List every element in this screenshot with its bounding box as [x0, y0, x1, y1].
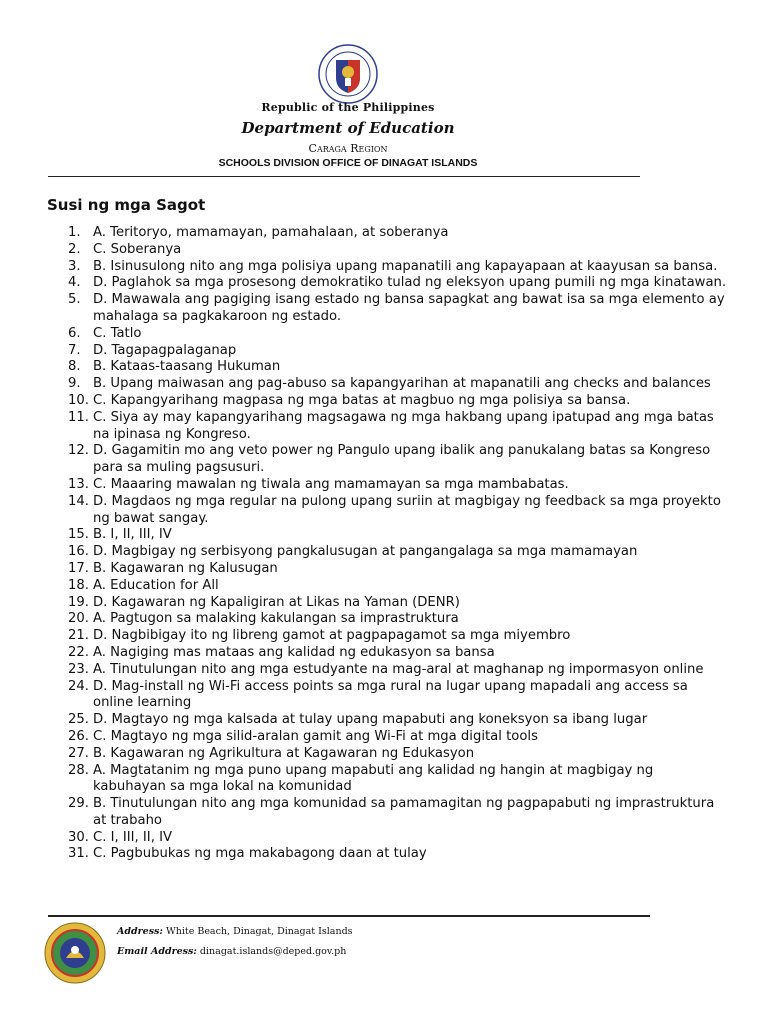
list-item: [48, 259, 728, 276]
item-number: 29.: [68, 796, 89, 812]
item-number: 24.: [68, 678, 89, 694]
footer-address: [117, 926, 353, 937]
list-item: [48, 846, 728, 863]
item-text: B. I, II, III, IV: [93, 527, 172, 543]
division-seal-icon: [44, 922, 106, 984]
item-text: A. Nagiging mas mataas ang kalidad ng edukasyon sa bansa: [93, 644, 495, 660]
item-text: C. Magtayo ng mga silid-aralan gamit ang Wi-Fi at mga digital tools: [93, 728, 538, 744]
department-name: Department of Education: [241, 119, 455, 137]
item-number: 30.: [68, 829, 89, 845]
item-number: 15.: [68, 527, 89, 543]
item-text: C. Maaaring mawalan ng tiwala ang mamamayan sa mga mambabatas.: [93, 476, 569, 492]
email-label: Email Address:: [117, 946, 197, 957]
item-number: 11.: [68, 409, 89, 425]
item-number: 13.: [68, 476, 89, 492]
item-number: 12.: [68, 443, 89, 459]
item-number: 22.: [68, 644, 89, 660]
item-text: B. Kataas-taasang Hukuman: [93, 359, 281, 375]
item-text: A. Education for All: [93, 577, 219, 593]
item-text: A. Teritoryo, mamamayan, pamahalaan, at soberanya: [93, 225, 449, 240]
item-text: C. Tatlo: [93, 325, 142, 341]
list-item: [48, 477, 728, 494]
list-item: [48, 611, 728, 628]
list-item: [48, 561, 728, 578]
item-number: 6.: [68, 325, 81, 341]
item-number: 1.: [68, 225, 81, 240]
list-item: [48, 326, 728, 343]
list-item: [48, 359, 728, 376]
item-number: 2.: [68, 241, 81, 257]
list-item: [48, 527, 728, 544]
item-text: B. Isinusulong nito ang mga polisiya upang mapanatili ang kapayapaan at kaayusan sa bansa.: [93, 258, 718, 274]
item-text: B. Tinutulungan nito ang mga komunidad sa pamamagitan ng pagpapabuti ng imprastruktura at trabaho: [93, 796, 715, 828]
list-item: [48, 830, 728, 847]
item-text: D. Kagawaran ng Kapaligiran at Likas na Yaman (DENR): [93, 594, 460, 610]
item-number: 19.: [68, 594, 89, 610]
item-number: 27.: [68, 745, 89, 761]
list-item: [48, 662, 728, 679]
item-number: 9.: [68, 376, 81, 392]
list-item: [48, 275, 728, 292]
item-text: D. Paglahok sa mga prosesong demokratiko tulad ng eleksyon upang pumili ng mga kinatawan.: [93, 275, 727, 291]
list-item: [48, 443, 728, 477]
answer-key-list: [48, 225, 728, 863]
footer-divider: [48, 915, 650, 917]
item-number: 5.: [68, 292, 81, 308]
email-value: dinagat.islands@deped.gov.ph: [199, 946, 347, 957]
list-item: [48, 595, 728, 612]
item-text: D. Magdaos ng mga regular na pulong upang suriin at magbigay ng feedback sa mga proyekto ng bawat sangay.: [93, 493, 721, 526]
list-item: [48, 746, 728, 763]
item-number: 17.: [68, 560, 89, 576]
item-number: 8.: [68, 359, 81, 375]
address-value: White Beach, Dinagat, Dinagat Islands: [165, 926, 353, 937]
item-text: D. Tagapagpalaganap: [93, 342, 237, 358]
item-text: C. Kapangyarihang magpasa ng mga batas at magbuo ng mga polisiya sa bansa.: [93, 392, 631, 408]
item-number: 4.: [68, 275, 81, 291]
list-item: [48, 645, 728, 662]
list-item: [48, 410, 728, 444]
item-text: A. Magtatanim ng mga puno upang mapabuti ang kalidad ng hangin at magbigay ng kabuhayan sa mga lokal na komunidad: [93, 762, 654, 795]
list-item: [48, 225, 728, 242]
footer-email: [117, 946, 346, 957]
item-number: 7.: [68, 342, 81, 358]
list-item: [48, 628, 728, 645]
item-number: 20.: [68, 611, 89, 627]
list-item: [48, 578, 728, 595]
item-text: A. Tinutulungan nito ang mga estudyante na mag-aral at maghanap ng impormasyon online: [93, 661, 704, 677]
item-number: 25.: [68, 712, 89, 728]
item-text: C. I, III, II, IV: [93, 829, 172, 845]
item-text: D. Gagamitin mo ang veto power ng Pangulo upang ibalik ang panukalang batas sa Kongreso para sa muling pagsusuri.: [93, 443, 711, 476]
region-name: Caraga Region: [308, 142, 388, 155]
item-number: 26.: [68, 728, 89, 744]
item-text: A. Pagtugon sa malaking kakulangan sa imprastruktura: [93, 611, 459, 627]
item-number: 10.: [68, 392, 89, 408]
address-label: Address:: [117, 926, 163, 937]
item-number: 23.: [68, 661, 89, 677]
item-text: C. Soberanya: [93, 241, 182, 257]
list-item: [48, 763, 728, 797]
list-item: [48, 796, 728, 830]
item-text: D. Magtayo ng mga kalsada at tulay upang mapabuti ang koneksyon sa ibang lugar: [93, 712, 648, 728]
list-item: [48, 242, 728, 259]
item-text: B. Kagawaran ng Kalusugan: [93, 560, 278, 576]
deped-seal-icon: [318, 44, 378, 104]
list-item: [48, 343, 728, 360]
list-item: [48, 292, 728, 326]
item-text: C. Siya ay may kapangyarihang magsagawa ng mga hakbang upang ipatupad ang mga batas na ipinasa ng Kongreso.: [93, 409, 714, 442]
item-number: 28.: [68, 762, 89, 778]
item-text: D. Mawawala ang pagiging isang estado ng bansa sapagkat ang bawat isa sa mga elemento ay mahalaga sa pagkakaroon ng estado.: [93, 292, 725, 324]
item-number: 16.: [68, 544, 89, 560]
section-title: Susi ng mga Sagot: [47, 196, 206, 214]
item-number: 3.: [68, 258, 81, 274]
list-item: [48, 729, 728, 746]
list-item: [48, 544, 728, 561]
item-text: B. Upang maiwasan ang pag-abuso sa kapangyarihan at mapanatili ang checks and balances: [93, 376, 711, 392]
list-item: [48, 376, 728, 393]
item-text: C. Pagbubukas ng mga makabagong daan at tulay: [93, 846, 427, 862]
item-text: B. Kagawaran ng Agrikultura at Kagawaran ng Edukasyon: [93, 745, 475, 761]
item-number: 21.: [68, 628, 89, 644]
republic-line: Republic of the Philippines: [261, 101, 435, 114]
item-number: 14.: [68, 493, 89, 509]
list-item: [48, 712, 728, 729]
item-text: D. Nagbibigay ito ng libreng gamot at pagpapagamot sa mga miyembro: [93, 628, 571, 644]
item-text: D. Magbigay ng serbisyong pangkalusugan at pangangalaga sa mga mamamayan: [93, 544, 638, 560]
list-item: [48, 393, 728, 410]
item-text: D. Mag-install ng Wi-Fi access points sa mga rural na lugar upang mapadali ang access sa online learning: [93, 678, 688, 711]
header-divider: [48, 176, 640, 177]
list-item: [48, 494, 728, 528]
list-item: [48, 679, 728, 713]
item-number: 18.: [68, 577, 89, 593]
item-number: 31.: [68, 846, 89, 862]
division-office: SCHOOLS DIVISION OFFICE OF DINAGAT ISLANDS: [218, 157, 478, 169]
